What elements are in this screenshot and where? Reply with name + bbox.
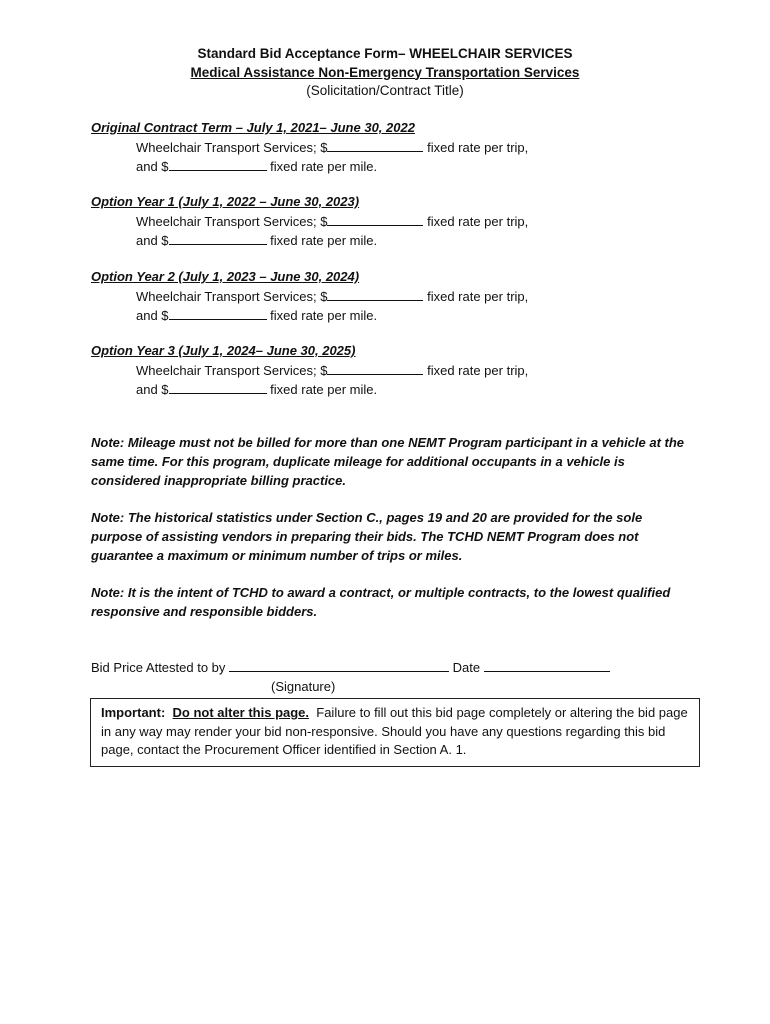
- mile-rate-blank[interactable]: [169, 380, 267, 394]
- trip-rate-line: [91, 287, 528, 307]
- term-title: Original Contract Term – July 1, 2021– June 30, 2022: [91, 120, 415, 135]
- form-subtitle: Medical Assistance Non-Emergency Transportation Services: [190, 64, 580, 80]
- trip-rate-suffix: fixed rate per trip,: [427, 362, 529, 378]
- trip-rate-line: [91, 138, 528, 158]
- trip-rate-label: Wheelchair Transport Services; $: [136, 362, 328, 378]
- date-label: Date: [452, 660, 481, 675]
- term-original: [91, 118, 528, 177]
- mile-rate-suffix: fixed rate per mile.: [270, 159, 378, 174]
- mile-rate-label: and $: [136, 382, 169, 397]
- trip-rate-blank[interactable]: [327, 212, 423, 226]
- mile-rate-blank[interactable]: [169, 306, 267, 320]
- mile-rate-label: and $: [136, 159, 169, 174]
- form-title: Standard Bid Acceptance Form– WHEELCHAIR SERVICES: [197, 46, 573, 61]
- signature-blank[interactable]: [229, 658, 449, 672]
- term-title: Option Year 2 (July 1, 2023 – June 30, 2024): [91, 269, 360, 284]
- mile-rate-blank[interactable]: [169, 231, 267, 245]
- important-label: Important:: [101, 705, 166, 720]
- note-mileage: Note: Mileage must not be billed for more than one NEMT Program participant in a vehicle at the same time. For this program, duplicate mileage for additional occupants in a vehicle is considered inappropriate billing practice.: [91, 435, 685, 488]
- form-caption: (Solicitation/Contract Title): [306, 83, 464, 98]
- mile-rate-line: [91, 306, 528, 326]
- mile-rate-blank[interactable]: [169, 157, 267, 171]
- trip-rate-blank[interactable]: [327, 287, 423, 301]
- form-header: [0, 45, 770, 101]
- term-option-year-1: [91, 192, 528, 251]
- trip-rate-label: Wheelchair Transport Services; $: [136, 139, 328, 155]
- mile-rate-line: [91, 380, 528, 400]
- date-blank[interactable]: [484, 658, 610, 672]
- trip-rate-suffix: fixed rate per trip,: [427, 139, 529, 155]
- bid-price-attestation: [91, 658, 610, 677]
- term-option-year-2: [91, 267, 528, 326]
- trip-rate-blank[interactable]: [327, 361, 423, 375]
- mile-rate-line: [91, 157, 528, 177]
- mile-rate-suffix: fixed rate per mile.: [270, 382, 378, 397]
- important-notice-box: [90, 698, 700, 767]
- trip-rate-suffix: fixed rate per trip,: [427, 213, 529, 229]
- attested-by-label: Bid Price Attested to by: [91, 660, 226, 675]
- trip-rate-suffix: fixed rate per trip,: [427, 288, 529, 304]
- important-text: Failure to fill out this bid page completely or altering the bid page in any way may render your bid non-responsive. Should you have any questions regarding this bid page, contact the Procurement Officer identified in Section A. 1.: [101, 705, 688, 757]
- trip-rate-line: [91, 361, 528, 381]
- signature-caption: (Signature): [271, 679, 336, 694]
- mile-rate-suffix: fixed rate per mile.: [270, 308, 378, 323]
- trip-rate-line: [91, 212, 528, 232]
- trip-rate-label: Wheelchair Transport Services; $: [136, 213, 328, 229]
- important-emphasis: Do not alter this page.: [172, 705, 310, 720]
- mile-rate-line: [91, 231, 528, 251]
- mile-rate-label: and $: [136, 308, 169, 323]
- term-title: Option Year 3 (July 1, 2024– June 30, 2025): [91, 343, 356, 358]
- term-option-year-3: [91, 341, 528, 400]
- mile-rate-label: and $: [136, 233, 169, 248]
- mile-rate-suffix: fixed rate per mile.: [270, 233, 378, 248]
- note-award-intent: Note: It is the intent of TCHD to award a contract, or multiple contracts, to the lowest qualified responsive and responsible bidders.: [91, 585, 671, 619]
- note-historical-statistics: Note: The historical statistics under Section C., pages 19 and 20 are provided for the sole purpose of assisting vendors in preparing their bids. The TCHD NEMT Program does not guarantee a maximum or minimum number of trips or miles.: [91, 510, 643, 563]
- trip-rate-label: Wheelchair Transport Services; $: [136, 288, 328, 304]
- trip-rate-blank[interactable]: [327, 138, 423, 152]
- term-title: Option Year 1 (July 1, 2022 – June 30, 2023): [91, 194, 360, 209]
